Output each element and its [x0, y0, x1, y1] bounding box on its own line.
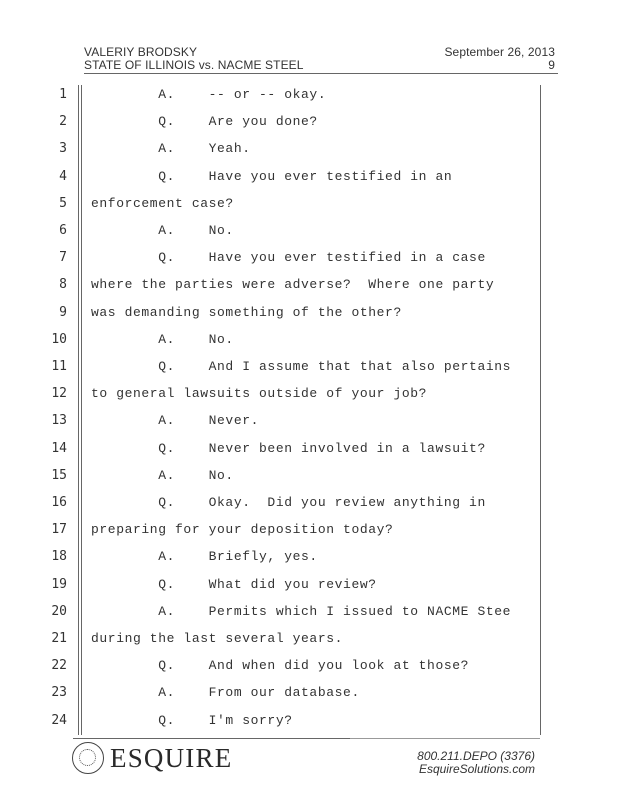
transcript-line: [0, 141, 619, 161]
transcript-line: [0, 359, 619, 379]
line-number: 2: [59, 114, 67, 130]
line-number: 1: [59, 87, 67, 102]
witness-name: VALERIY BRODSKY: [84, 45, 198, 59]
transcript-line: [0, 169, 619, 189]
line-number: 8: [59, 277, 67, 293]
transcript-line: [0, 441, 619, 461]
line-number: 13: [51, 413, 67, 429]
line-text: Q. I'm sorry?: [91, 712, 293, 728]
line-number: 21: [51, 631, 67, 646]
line-number: 11: [51, 359, 67, 374]
line-text: preparing for your deposition today?: [91, 522, 394, 538]
line-text: Q. Okay. Did you review anything in: [91, 495, 486, 510]
line-number: 10: [51, 331, 67, 347]
line-number: 22: [51, 658, 67, 674]
page-number: 9: [548, 58, 555, 72]
line-number: 24: [51, 712, 67, 728]
line-text: Q. And when did you look at those?: [91, 658, 470, 674]
line-number: 17: [51, 522, 67, 538]
transcript-line: [0, 713, 619, 733]
line-number: 3: [59, 141, 67, 157]
transcript-line: [0, 196, 619, 216]
header-divider: [84, 73, 558, 74]
line-text: Q. And I assume that that also pertains: [91, 359, 512, 374]
line-number: 6: [59, 223, 67, 238]
bottom-divider-right: [350, 738, 540, 739]
transcript-line: [0, 305, 619, 325]
contact-phone: 800.211.DEPO (3376): [417, 749, 535, 763]
transcript-line: [0, 87, 619, 107]
line-text: A. -- or -- okay.: [91, 87, 327, 102]
line-number: 12: [51, 386, 67, 402]
transcript-line: [0, 386, 619, 406]
transcript-line: [0, 495, 619, 515]
line-number: 7: [59, 250, 67, 266]
contact-website: EsquireSolutions.com: [418, 762, 535, 776]
line-number: 14: [51, 440, 67, 456]
line-text: was demanding something of the other?: [91, 304, 402, 320]
transcript-line: [0, 114, 619, 134]
transcript-line: [0, 413, 619, 433]
line-text: enforcement case?: [91, 195, 234, 211]
deposition-date: September 26, 2013: [444, 45, 555, 59]
line-text: where the parties were adverse? Where one party: [91, 277, 495, 293]
line-text: Q. Are you done?: [91, 114, 318, 130]
line-text: A. Never.: [91, 413, 260, 429]
line-text: Q. What did you review?: [91, 576, 377, 592]
line-text: A. From our database.: [91, 685, 360, 701]
line-text: Q. Have you ever testified in an: [91, 168, 453, 184]
line-number: 15: [51, 467, 67, 483]
line-number: 9: [59, 304, 67, 320]
esquire-seal-icon: [72, 742, 104, 774]
line-number: 18: [51, 549, 67, 565]
line-text: A. No.: [91, 467, 234, 483]
line-number: 16: [51, 495, 67, 510]
line-text: Q. Have you ever testified in a case: [91, 250, 486, 266]
line-number: 23: [51, 685, 67, 701]
brand-name: ESQUIRE: [110, 742, 233, 773]
transcript-line: [0, 549, 619, 569]
line-text: A. No.: [91, 223, 234, 238]
line-text: A. Briefly, yes.: [91, 549, 318, 565]
bottom-divider: [73, 738, 350, 739]
transcript-line: [0, 223, 619, 243]
transcript-line: [0, 577, 619, 597]
line-number: 4: [59, 168, 67, 184]
line-number: 20: [51, 603, 67, 619]
line-number: 19: [51, 576, 67, 592]
esquire-logo: [72, 742, 232, 774]
transcript-line: [0, 332, 619, 352]
line-text: Q. Never been involved in a lawsuit?: [91, 440, 486, 456]
transcript-line: [0, 277, 619, 297]
case-caption: STATE OF ILLINOIS vs. NACME STEEL: [84, 58, 304, 72]
line-text: A. Permits which I issued to NACME Stee: [91, 603, 512, 619]
transcript-line: [0, 250, 619, 270]
transcript-line: [0, 604, 619, 624]
line-text: during the last several years.: [91, 631, 344, 646]
transcript-line: [0, 685, 619, 705]
transcript-line: [0, 658, 619, 678]
line-text: A. Yeah.: [91, 141, 251, 157]
line-text: to general lawsuits outside of your job?: [91, 386, 428, 402]
transcript-line: [0, 631, 619, 651]
transcript-line: [0, 522, 619, 542]
line-text: A. No.: [91, 331, 234, 347]
line-number: 5: [59, 195, 67, 211]
transcript-line: [0, 468, 619, 488]
